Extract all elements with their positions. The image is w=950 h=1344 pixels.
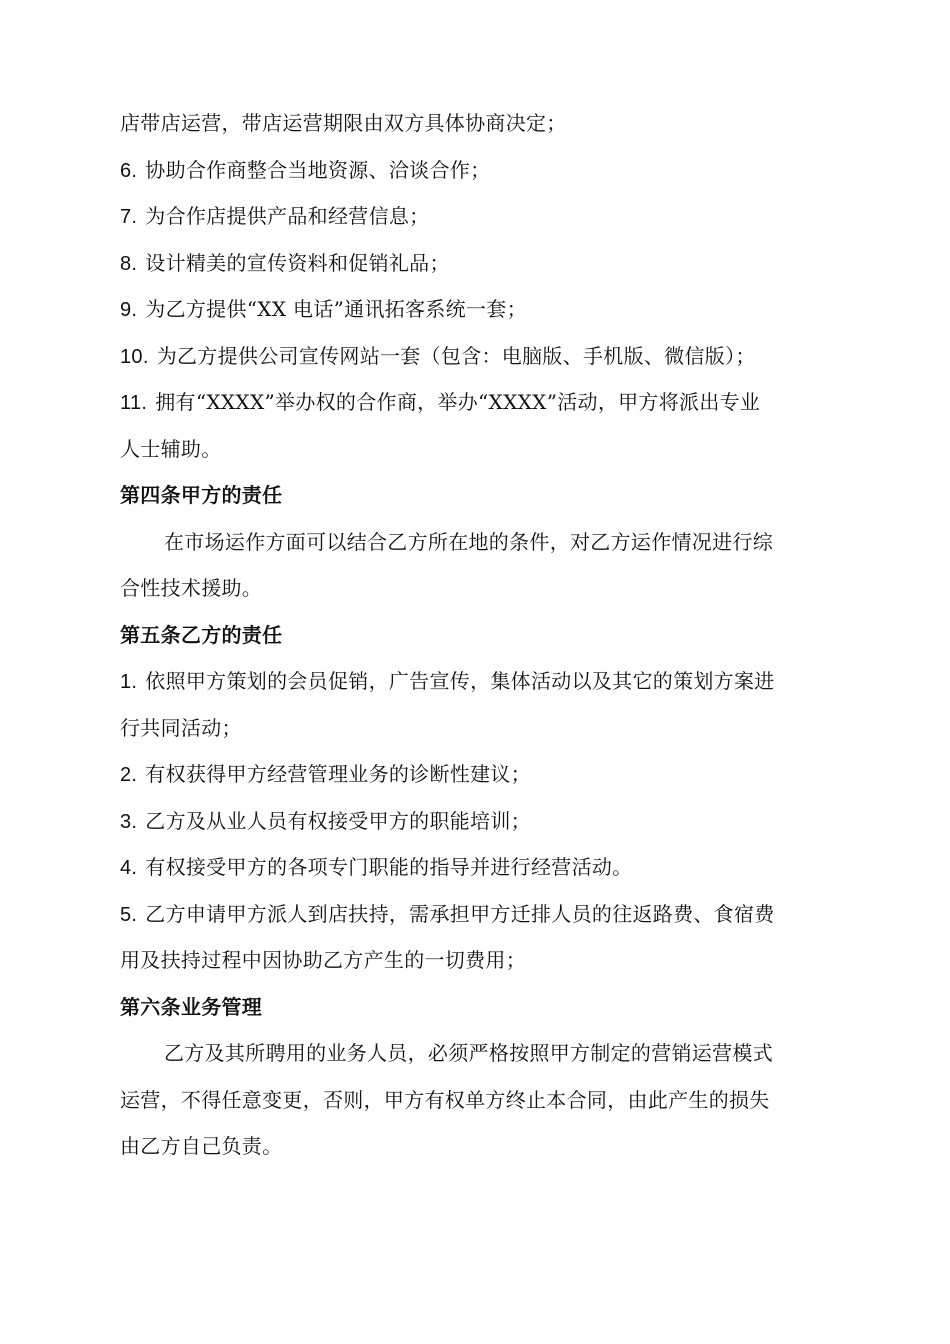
list-item-text: 设计精美的宣传资料和促销礼品； xyxy=(145,250,450,275)
list-item-text: 为乙方提供公司宣传网站一套（包含：电脑版、手机版、微信版）； xyxy=(156,343,756,368)
list-number: 4. xyxy=(120,857,138,879)
paragraph-line: 合性技术援助。 xyxy=(120,576,263,600)
list-item xyxy=(120,891,850,938)
list-item xyxy=(120,147,850,194)
list-item-text: 为乙方提供“XX 电话”通讯拓客系统一套； xyxy=(145,297,527,321)
list-number: 10. xyxy=(120,345,149,368)
list-number: 5. xyxy=(120,903,138,926)
list-item xyxy=(120,333,850,380)
list-item-text: 有权接受甲方的各项专门职能的指导并进行经营活动。 xyxy=(145,855,633,879)
list-item-continuation: 用及扶持过程中因协助乙方产生的一切费用； xyxy=(120,948,526,972)
list-item-text: 乙方及从业人员有权接受甲方的职能培训； xyxy=(145,808,531,833)
list-item-text: 乙方申请甲方派人到店扶持，需承担甲方迁排人员的往返路费、食宿费 xyxy=(145,901,775,926)
paragraph-line: 在市场运作方面可以结合乙方所在地的条件，对乙方运作情况进行综 xyxy=(164,529,773,554)
list-number: 7. xyxy=(120,206,138,228)
list-item xyxy=(120,379,850,426)
document-page xyxy=(120,100,850,1170)
list-number: 11. xyxy=(120,392,148,414)
paragraph-line: 乙方及其所聘用的业务人员，必须严格按照甲方制定的营销运营模式 xyxy=(164,1041,773,1065)
text-line: 店带店运营，带店运营期限由双方具体协商决定； xyxy=(120,111,567,135)
list-number: 6. xyxy=(120,159,138,182)
list-item-text: 依照甲方策划的会员促销，广告宣传，集体活动以及其它的策划方案进 xyxy=(145,669,775,693)
section-heading: 第五条乙方的责任 xyxy=(120,622,283,647)
list-item-continuation: 人士辅助。 xyxy=(120,436,222,461)
list-item-text: 拥有“XXXX”举办权的合作商，举办“XXXX”活动，甲方将派出专业 xyxy=(155,390,761,414)
list-item-continuation: 行共同活动； xyxy=(120,715,242,740)
list-item xyxy=(120,658,850,705)
list-item-text: 为合作店提供产品和经营信息； xyxy=(145,204,430,228)
list-number: 2. xyxy=(120,764,138,786)
list-item xyxy=(120,240,850,287)
list-number: 3. xyxy=(120,810,138,833)
list-item-text: 有权获得甲方经营管理业务的诊断性建议； xyxy=(145,762,531,786)
list-item xyxy=(120,193,850,240)
paragraph-line: 运营，不得任意变更，否则，甲方有权单方终止本合同，由此产生的损失 xyxy=(120,1087,770,1112)
list-number: 8. xyxy=(120,252,138,275)
section-heading: 第四条甲方的责任 xyxy=(120,483,283,507)
list-item-text: 协助合作商整合当地资源、洽谈合作； xyxy=(145,157,491,182)
list-item xyxy=(120,751,850,798)
section-heading: 第六条业务管理 xyxy=(120,994,263,1019)
paragraph-line: 由乙方自己负责。 xyxy=(120,1134,283,1158)
list-item xyxy=(120,286,850,333)
list-number: 9. xyxy=(120,299,138,321)
list-item xyxy=(120,798,850,845)
list-item xyxy=(120,844,850,891)
list-number: 1. xyxy=(120,671,138,693)
